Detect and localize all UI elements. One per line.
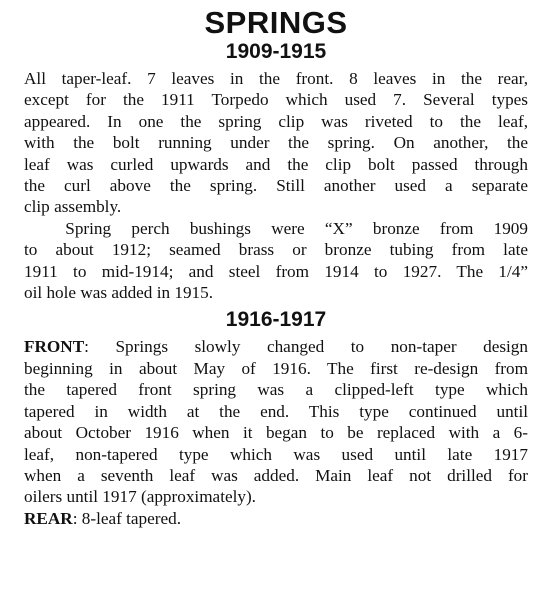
text-line: leaf was curled upwards and the clip bolt passed through (24, 154, 528, 174)
text-line: except for the 1911 Torpedo which used 7. Several types (24, 90, 528, 110)
text-line: the tapered front spring was a clipped-left type which (24, 380, 528, 400)
text-line: leaf, non-tapered type which was used until late 1917 (24, 444, 528, 464)
text-line: to about 1912; seamed brass or bronze tubing from late (24, 240, 528, 260)
rear-text: : 8-leaf tapered. (72, 508, 182, 528)
text-line: tapered in width at the end. This type continued until (24, 401, 528, 421)
text-line: oil hole was added in 1915. (24, 283, 214, 303)
paragraph-perch-bushings (24, 218, 528, 304)
text-line: clip assembly. (24, 197, 122, 217)
paragraph-rear-springs (24, 508, 528, 529)
section-heading-1909-1915: 1909-1915 (225, 40, 327, 63)
front-text: : Springs slowly changed to non-taper design (84, 337, 528, 357)
text-line: when a seventh leaf was added. Main leaf not drilled for (24, 465, 528, 485)
text-line: beginning in about May of 1916. The first re-design from (24, 358, 528, 378)
text-line: appeared. In one the spring clip was riveted to the leaf, (24, 111, 528, 131)
text-line: 1911 to mid-1914; and steel from 1914 to 1927. The 1/4” (24, 261, 528, 281)
text-line: Spring perch bushings were “X” bronze from 1909 (65, 218, 528, 238)
text-line: with the bolt running under the spring. On another, the (24, 133, 528, 153)
text-line: All taper-leaf. 7 leaves in the front. 8 leaves in the rear, (24, 69, 528, 88)
text-line (24, 336, 528, 357)
paragraph-taper-leaf (24, 68, 528, 218)
page-title: SPRINGS (204, 5, 348, 40)
text-line (24, 508, 528, 529)
text-line: about October 1916 when it began to be replaced with a 6- (24, 423, 528, 443)
text-line: oilers until 1917 (approximately). (24, 487, 256, 507)
front-label: FRONT (24, 337, 85, 357)
rear-label: REAR (24, 508, 73, 528)
section-heading-1916-1917: 1916-1917 (225, 308, 327, 332)
paragraph-front-springs (24, 336, 528, 507)
text-line: the curl above the spring. Still another used a separate (24, 176, 528, 196)
